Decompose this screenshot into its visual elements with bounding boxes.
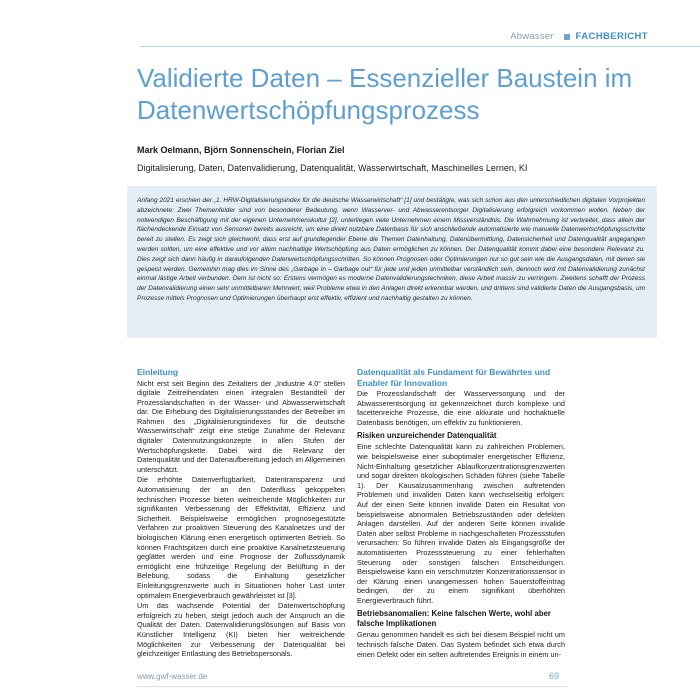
paragraph: Eine schlechte Datenqualität kann zu zahlreichen Problemen, wie beispielsweise einer suboptimaler energetischer Effizienz, Nicht-Einhaltung gesetzlicher Ablaufkonzentrationsgrenzwerten und sogar direkten ökologischen Schäden führen (siehe Tabelle 1). Der Kausalzusammenhang zwischen auftretenden Problemen und invaliden Daten kann wechselseitig erfolgen: Auf der einen Seite können invalide Daten ein Resultat von beispielsweise abnormalen Betriebszuständen oder defekten Anlagen darstellen. Auf der anderen Seite können invalide Daten aber selbst Probleme in nachgeschalteten Prozessstufen verursachen: So führen invalide Daten als Eingangsgröße der automatisierten Prozesssteuerung zu einer fehlerhaften Steuerung oder sonstigen falschen Entscheidungen. Beispielsweise kann ein verschmutzter Konzentrationssensor in der Klärung einen unangemessen hohen Sauerstoffeintrag bedingen, der zu einem signifikant überhöhten Energieverbrauch führt. — [357, 442, 565, 605]
article-authors: Mark Oelmann, Björn Sonnenschein, Florian Ziel — [137, 145, 345, 155]
article-keywords: Digitalisierung, Daten, Datenvalidierung, Datenqualität, Wasserwirtschaft, Maschinelles Lernen, KI — [137, 163, 528, 173]
paragraph: Die erhöhte Datenverfügbarkeit, Datentransparenz und Automatisierung der an den Datenfluss gekoppelten technischen Prozesse bieten weitreichende Möglichkeiten zur signifikanten Verbesserung der Effektivität, Effizienz und Sicherheit. Beispielsweise ermöglichen prognosegestützte Verfahren zur proaktiven Steuerung des Kanalnetzes und der biologischen Klärung einen energetisch optimierten Betrieb. So können Frachtspitzen durch eine proaktive Kanalnetzsteuerung geglättet werden und eine Prognose der Zuflussdynamik ermöglicht eine frühzeitige Regelung der Belüftung in der Belebung, sodass die Einhaltung gesetzlicher Einleitungsgrenzwerte auch in Situationen hoher Last unter optimalem Energieverbrauch gewährleistet ist [3]. — [137, 475, 345, 600]
article-type-label: FACHBERICHT — [575, 31, 648, 42]
subheading-anomalies: Betriebsanomalien: Keine falschen Werte, wohl aber falsche Implikationen — [357, 609, 551, 629]
section-heading-introduction: Einleitung — [137, 367, 179, 377]
paragraph: Nicht erst seit Beginn des Zeitalters der „Industrie 4.0“ stellen digitale Zeitreihendaten einen integralen Bestandteil der Prozesslandschaften in der Wasser- und Abwasserwirtschaft dar. Die Erhebung des Digitalisierungsstandes der Betreiber im Rahmen des „Digitalisierungsindexes für die deutsche Wasserwirtschaft“ zeigt eine stetige Zunahme der Relevanz digitaler Datennutzungskonzepte in allen Stufen der Wertschöpfungskette. Dabei wird die Relevanz der Datenqualität und der Datenaufbereitung jedoch im Allgemeinen unterschätzt. — [137, 378, 345, 474]
abstract-text: Anfang 2021 erschien der „1. HRW-Digitalisierungsindex für die deutsche Wasserwirtschaft“ [1] und bestätigte, was sich schon aus den unterschiedlichen digitalen Vorprojekten abzeichnete: Zwei Themenfelder sind von besonderer Bedeutung, wenn Wasserver- und Abwasserentsorger Digitalisierung erfolgreich vorkommen wollen. Neben der notwendigen Beschäftigung mit der eigenen Unternehmenskultur [2], unterliegen viele Unternehmen einem Missverständnis. Die Wahrnehmung ist verbreitet, dass allein der flächendeckende Einsatz von Sensoren bereits ausreicht, um eine direkt nutzbare Datenbasis für sich anschließende automatisierte wie manuelle Datenwertschöpfungsschritte bereit zu stellen. Es zeigt sich gleichwohl, dass erst auf grundlegender Ebene die Themen Datenhaltung, Datenübermittlung, Datensicherheit und Datenqualität angegangen werden sollten, um eine effektive und vor allem nachhaltige Wertschöpfung aus Daten ermöglichen zu können. Der Datenqualität kommt dabei eine besondere Relevanz zu. Dies zeigt sich dann häufig in daraufolgenden Datenwertschöpfungsschritten. So können Prognosen oder Optimierungen nur so gut sein wie die Ausgangsdaten, mit denen sie gespeist werden. Gemeinhin mag dies im Sinne des „Garbage In – Garbage out“ für jede und jeden unmittelbar verständlich sein, dennoch wird mit Datenvalidierung zunächst einmal lästige Arbeit verbunden. Dem ist nicht so: Erstens vermögen es moderne Datenvalidierungstechniken, diese Arbeit massiv zu verringern. Zweitens schafft der Prozess der Datenvalidierung einen sehr unmittelbaren Mehrwert, weil Probleme etwa in den Anlagen direkt erkennbar werden, und drittens sind validierte Daten die Ausgangsbasis, um Prozesse mittels Prognosen und Optimierungen überhaupt erst effektiv, effizient und nachhaltig gestalten zu können. — [137, 197, 645, 302]
footer-url: www.gwf-wasser.de — [137, 672, 208, 681]
footer-divider — [137, 686, 567, 687]
abstract-box — [127, 186, 657, 338]
article-title: Validierte Daten – Essenzieller Baustein im Datenwertschöpfungsprozess — [137, 63, 633, 125]
page-number: 69 — [549, 671, 560, 681]
header-square-icon — [564, 34, 570, 40]
section-header — [140, 27, 700, 47]
left-column — [137, 367, 345, 660]
paragraph: Die Prozesslandschaft der Wasserversorgung und der Abwasserentsorgung ist gekennzeichnet durch komplexe und facettenreiche Prozesse, die eine akkurate und hochaktuelle Datenbasis benötigen, um effektiv zu funktionieren. — [357, 389, 565, 427]
section-name: Abwasser — [510, 31, 554, 42]
subheading-risks: Risiken unzureichender Datenqualität — [357, 431, 497, 441]
right-column — [357, 367, 565, 660]
paragraph: Um das wachsende Potential der Datenwertschöpfung erfolgreich zu heben, steigt jedoch auch der Anspruch an die Qualität der Daten. Datenvalidierungslösungen auf Basis von Künstlicher Intelligenz (KI) bieten hier weitreichende Möglichkeiten zur Verbesserung der Datenqualität bei gleichzeitiger Entlastung des Betriebspersonals. — [137, 601, 345, 659]
section-heading-data-quality: Datenqualität als Fundament für Bewährtes und Enabler für Innovation — [357, 367, 551, 388]
paragraph: Genau genommen handelt es sich bei diesem Beispiel nicht um technisch falsche Daten. Das System befindet sich etwa durch einen Defekt oder ein selten auftretendes Ereignis in einem un- — [357, 630, 565, 659]
